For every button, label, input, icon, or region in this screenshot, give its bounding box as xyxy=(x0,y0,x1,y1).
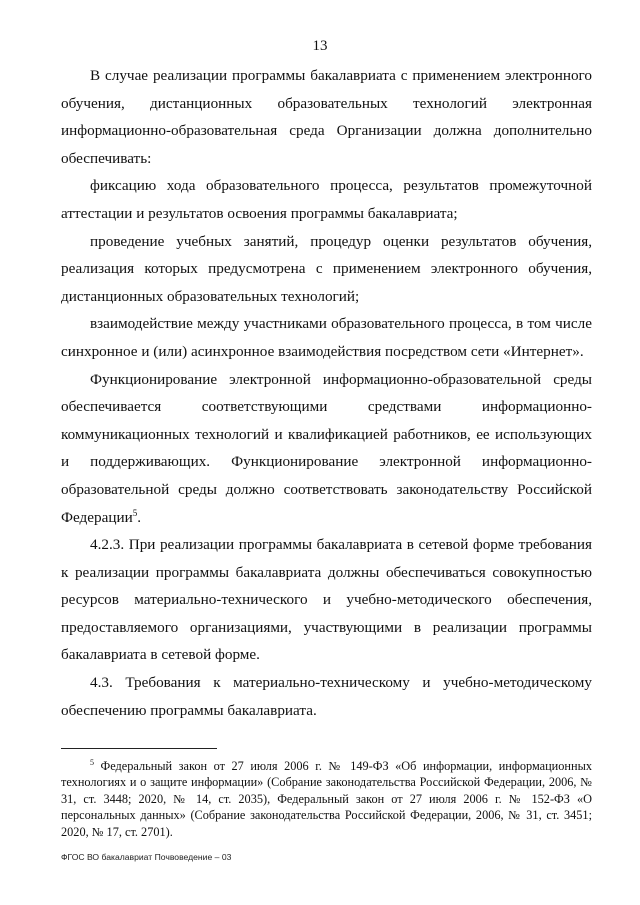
footnote-text: Федеральный закон от 27 июля 2006 г. № 149-ФЗ «Об информации, информационных технологиях и о защите информации» (Собрание законодательства Российской Федерации, 2006, № 31, ст. 3448; 2020, № 14, ст. 2035), Федеральный закон от 27 июля 2006 г. № 152-ФЗ «О персональных данных» (Собрание законодательства Российской Федерации, 2006, № 31, ст. 3451; 2020, № 17, ст. 2701). xyxy=(61,759,592,839)
footnote xyxy=(61,758,592,840)
paragraph-6: 4.2.3. При реализации программы бакалавриата в сетевой форме требования к реализации программы бакалавриата должны обеспечиваться совокупностью ресурсов материально-технического и учебно-методического обеспечения, предоставляемого организациями, участвующими в реализации программы бакалавриата в сетевой форме. xyxy=(61,536,592,664)
paragraph-2: фиксацию хода образовательного процесса, результатов промежуточной аттестации и результатов освоения программы бакалавриата; xyxy=(61,177,592,222)
footnote-number: 5 xyxy=(90,758,94,767)
paragraph-7: 4.3. Требования к материально-техническому и учебно-методическому обеспечению программы бакалавриата. xyxy=(61,674,592,719)
paragraph-3: проведение учебных занятий, процедур оценки результатов обучения, реализация которых предусмотрена с применением электронного обучения, дистанционных образовательных технологий; xyxy=(61,232,592,305)
paragraph-5 xyxy=(61,366,592,532)
paragraph-5-tail: . xyxy=(137,508,142,526)
footnote-separator xyxy=(61,748,217,749)
document-footer: ФГОС ВО бакалавриат Почвоведение – 03 xyxy=(61,852,232,862)
footnote-reference[interactable]: 5 xyxy=(132,507,138,518)
document-body xyxy=(61,62,592,724)
paragraph-1: В случае реализации программы бакалавриата с применением электронного обучения, дистанционных образовательных технологий электронная информационно-образовательная среда Организации должна дополнительно обеспечивать: xyxy=(61,67,592,167)
page-number: 13 xyxy=(312,38,328,54)
paragraph-5-text: Функционирование электронной информационно-образовательной среды обеспечивается соответствующими средствами информационно-коммуникационных технологий и квалификацией работников, ее использующих и поддерживающих. Функционирование электронной информационно-образовательной среды должно соответствовать законодательству Российской Федерации xyxy=(61,370,592,526)
paragraph-4: взаимодействие между участниками образовательного процесса, в том числе синхронное и (или) асинхронное взаимодействия посредством сети «Интернет». xyxy=(61,315,592,360)
